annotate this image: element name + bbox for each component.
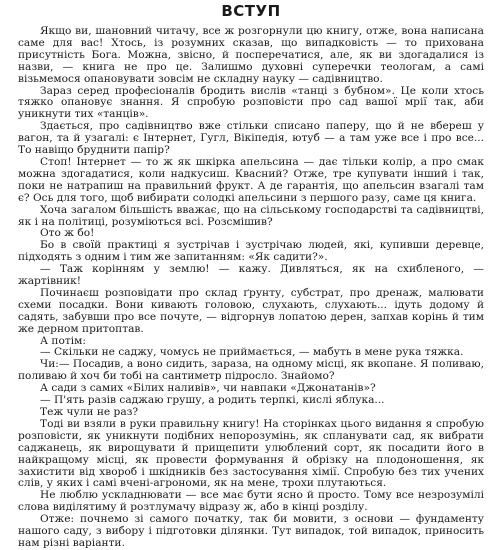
paragraph: Зараз серед професіоналів бродить вислів «танці з бубном». Це коли хтось тяжко опановує знання. Я спробую розповісти про сад вашої мрії так, аби уникнути тих «танців». [18, 84, 484, 121]
paragraph: Починаєш розповідати про склад ґрунту, субстрат, про дренаж, малювати схеми посадки. Вони кивають головою, слухають, слухають... ідуть додому й садять, забувши про все почуте, — відгорнув лопатою дерен, запхав корінь й тим же дерном притоптав. [18, 286, 484, 335]
paragraph: Тоді ви взяли в руки правильну книгу! На сторінках цього видання я спробую розповісти, як уникнути подібних непорозумінь, як спланувати сад, як вибрати саджанець, як вирощувати й прищепити улюблений сорт, як посадити його в найкращому місці, як провести формування й обрізку на плодоношення, як захистити від хвороб і шкідників без застосування хімії. Спробую без тих учених слів, у яких і самі вчені-агрономи, як на мене, трохи плутаються. [18, 417, 484, 490]
paragraph: Чи:— Посадив, а воно сидить, зараза, на одному місці, як вкопане. Я поливаю, поливаю й хоч би тобі на сантиметр підросло. Знайомо? [18, 358, 484, 383]
book-page [18, 0, 484, 549]
paragraph: Хоча загалом більшість вважає, що на сільському господарстві та садівництві, як і на політиці, розуміються всі. Розсмішив? [18, 203, 484, 228]
paragraph: Теж чули не раз? [40, 406, 139, 418]
paragraph: Якщо ви, шановний читачу, все ж розгорнули цю книгу, отже, вона написана саме для вас! Хтось, із розумних сказав, що випадковість — то прихована присутність Бога. Можна, звісно, й посперечатися, але, як ви здогадалися із назви, — книга не про це. Залишмо духовні суперечки теологам, а самі візьмемося опановувати зовсім не складну науку — садівництво. [18, 25, 484, 85]
paragraph: — П'ять разів саджаю грушу, а родить терпкі, кислі яблука... [40, 394, 385, 407]
paragraph: А сади з самих «Білих наливів», чи навпаки «Джонатанів»? [40, 382, 376, 395]
paragraph: — Скільки не саджу, чомусь не приймається, — мабуть в мене рука тяжка. [40, 346, 464, 359]
paragraph: Бо в своїй практиці я зустрічав і зустрічаю людей, які, купивши деревце, підходять з одним і тим же запитанням: «Як садити?». [18, 239, 484, 264]
paragraph: Здається, про садівництво вже стільки списано паперу, що й не вбереш у вагон, та й узагалі: є Інтернет, Гугл, Вікіпедія, ютуб — а там уже все і про все... То навіщо бруднити папір? [18, 120, 484, 157]
page-title: ВСТУП [221, 2, 281, 20]
paragraph: Не люблю ускладнювати — все має бути ясно й просто. Тому все незрозумілі слова виділятиму й розтлумачу відразу ж, або в кінці розділу. [18, 489, 484, 514]
paragraph: — Таж корінням у землю! — кажу. Дивляться, як на схибленого, — жартівник! [18, 263, 484, 288]
paragraph: Стоп! Інтернет — то ж як шкірка апельсина — дає тільки колір, а про смак можна здогадатися, коли надкусиш. Квасний? Отже, тре купувати інший і так, поки не натрапиш на правильний фрукт. А де гарантія, що апельсин взагалі там є? Ось для того, щоб вибирати солодкі апельсини з першого разу, саме ця книга. [18, 155, 484, 204]
paragraph: Отже: почнемо зі самого початку, так би мовити, з основи — фундаменту нашого саду, з вибору і підготовки ділянки. Тут випадок, той випадок, приносить нам різні варіанти. [18, 513, 484, 549]
paragraph: А потім: [40, 334, 86, 347]
paragraph: Ото ж бо! [40, 227, 95, 240]
